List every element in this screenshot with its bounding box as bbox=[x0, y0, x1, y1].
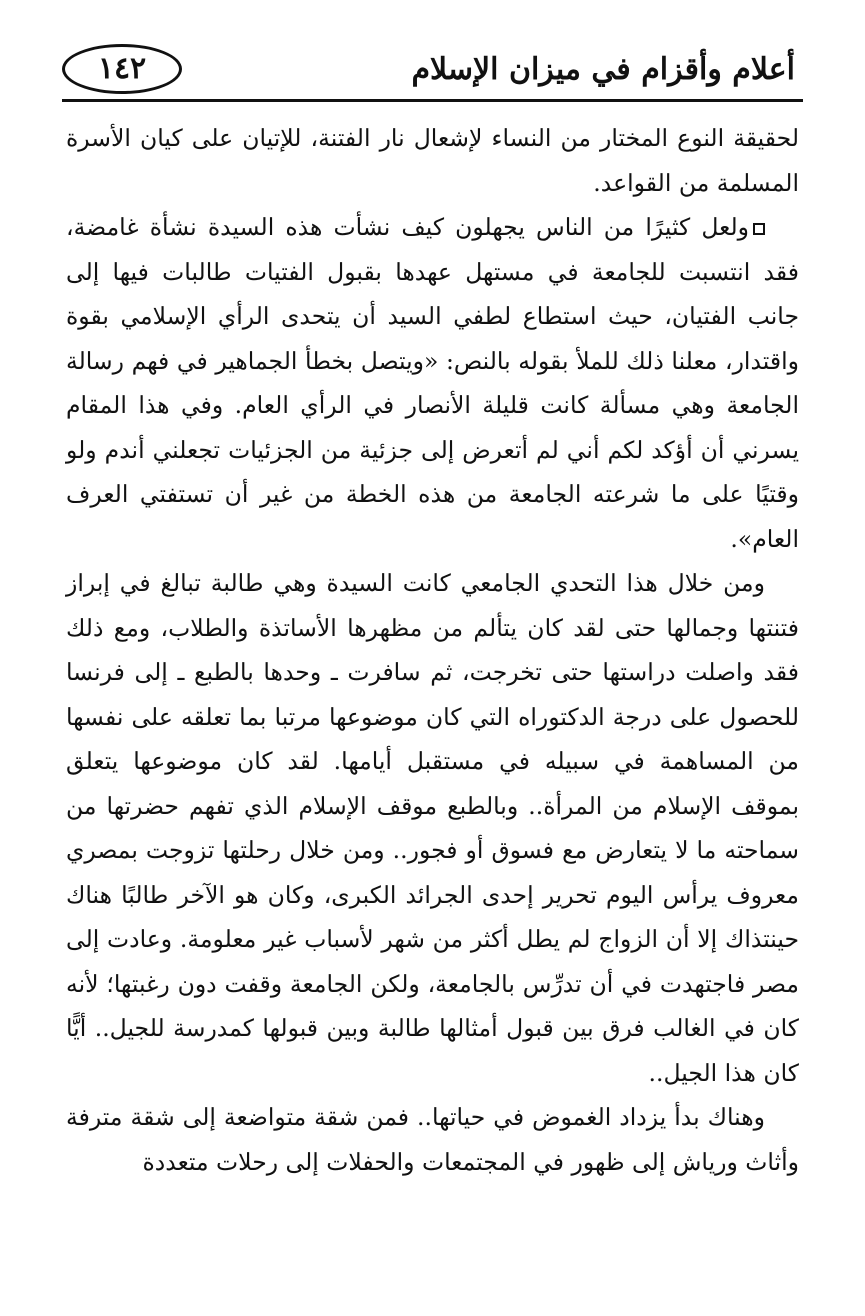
paragraph bbox=[66, 561, 799, 1095]
paragraph bbox=[66, 205, 799, 561]
running-title: أعلام وأقزام في ميزان الإسلام bbox=[411, 52, 795, 87]
paragraph bbox=[66, 1095, 799, 1184]
header-rule bbox=[62, 99, 803, 102]
paragraph-marker-icon bbox=[753, 223, 765, 235]
body-text bbox=[66, 116, 799, 1184]
paragraph-text: ولعل كثيرًا من الناس يجهلون كيف نشأت هذه السيدة نشأة غامضة، فقد انتسبت للجامعة في مستهل عهدها بقبول الفتيات طالبات فيها إلى جانب الفتيان، حيث استطاع لطفي السيد أن يتحدى الرأي الإسلامي بقوة واقتدار، معلنا ذلك للملأ بقوله بالنص: «ويتصل بخطأ الجماهير في فهم رسالة الجامعة وهي مسألة كانت قليلة الأنصار في الرأي العام. وفي هذا المقام يسرني أن أؤكد لكم أني لم أتعرض إلى جزئية من الجزئيات تجعلني أندم ولو وقتيًا على ما شرعته الجامعة من هذه الخطة من غير أن تستفتي العرف العام». bbox=[66, 213, 799, 553]
paragraph-text: لحقيقة النوع المختار من النساء لإشعال نار الفتنة، للإتيان على كيان الأسرة المسلمة من القواعد. bbox=[66, 124, 799, 197]
page-number-oval bbox=[62, 44, 182, 94]
page-header bbox=[62, 44, 803, 100]
paragraph-text: ومن خلال هذا التحدي الجامعي كانت السيدة وهي طالبة تبالغ في إبراز فتنتها وجمالها حتى لقد كان يتألم من مظهرها الأساتذة والطلاب، ومع ذلك فقد واصلت دراستها حتى تخرجت، ثم سافرت ـ وحدها بالطبع ـ إلى فرنسا للحصول على درجة الدكتوراه التي كان موضوعها مرتبا بما تعلقه على نفسها من المساهمة في سبيله في مستقبل أيامها. لقد كان موضوعها يتعلق بموقف الإسلام من المرأة.. وبالطبع موقف الإسلام الذي تفهم حضرتها من سماحته ما لا يتعارض مع فسوق أو فجور.. ومن خلال رحلتها تزوجت بمصري معروف يرأس اليوم تحرير إحدى الجرائد الكبرى، وكان هو الآخر طالبًا هناك حينتذاك إلا أن الزواج لم يطل أكثر من شهر لأسباب غير معلومة. وعادت إلى مصر فاجتهدت في أن تدرِّس بالجامعة، ولكن الجامعة وقفت دون رغبتها؛ لأنه كان في الغالب فرق بين قبول أمثالها طالبة وبين قبولها كمدرسة للجيل.. أيًّا كان هذا الجيل.. bbox=[66, 569, 799, 1087]
paragraph-continued bbox=[66, 116, 799, 205]
paragraph-text: وهناك بدأ يزداد الغموض في حياتها.. فمن شقة متواضعة إلى شقة مترفة وأثاث ورياش إلى ظهور في المجتمعات والحفلات إلى رحلات متعددة bbox=[66, 1103, 799, 1176]
page-number: ١٤٢ bbox=[97, 51, 147, 86]
